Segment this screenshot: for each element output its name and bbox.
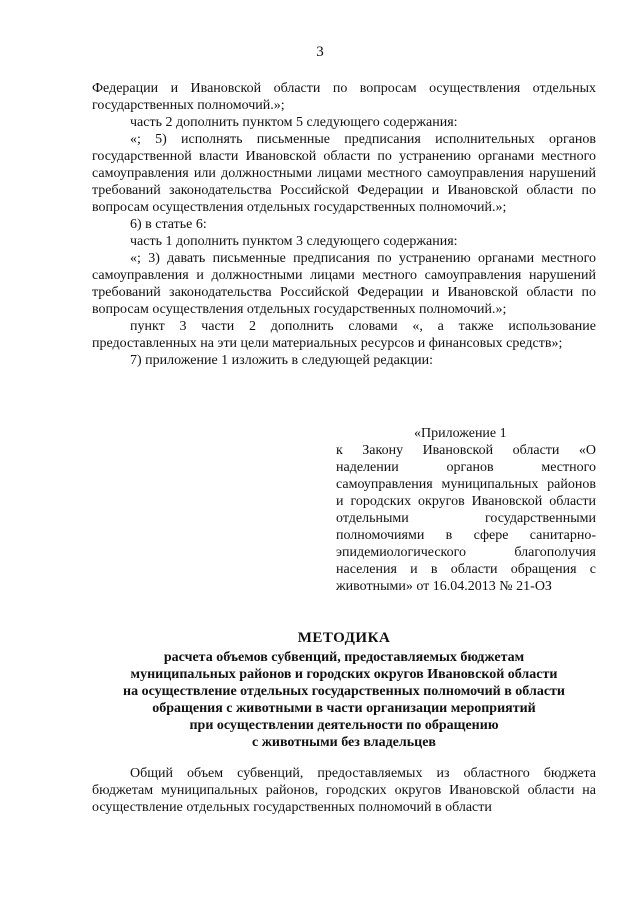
subtitle-line: расчета объемов субвенций, предоставляемых бюджетам — [163, 650, 525, 665]
paragraph-part1-add: часть 1 дополнить пунктом 3 следующего содержания: — [130, 234, 458, 249]
subtitle-line: при осуществлении деятельности по обращению — [189, 718, 499, 733]
paragraph-part2-add: часть 2 дополнить пунктом 5 следующего содержания: — [130, 115, 458, 130]
paragraph-item3: «; 3) давать письменные предписания по устранению органами местного самоуправления и должностными лицами местного самоуправления нарушений требований законодательства Российской Федерации и Ивановской области по вопросам осуществления отдельных государственных полномочий.»; — [92, 251, 596, 317]
appendix-heading: «Приложение 1 — [414, 426, 507, 441]
appendix-reference — [336, 425, 596, 595]
subtitle-line: обращения с животными в части организации мероприятий — [152, 701, 536, 716]
final-text — [92, 765, 596, 816]
paragraph-continuation: Федерации и Ивановской области по вопросам осуществления отдельных государственных полномочий.»; — [92, 81, 596, 113]
appendix-text: к Закону Ивановской области «О наделении органов местного самоуправления муниципальных районов и городских округов Ивановской области отдельными государственными полномочиями в сфере санитарно-эпидемиологического благополучия населения и в области обращения с животными» от 16.04.2013 № 21-ОЗ — [336, 443, 596, 594]
paragraph-point3: пункт 3 части 2 дополнить словами «, а также использование предоставленных на эти цели материальных ресурсов и финансовых средств»; — [92, 319, 596, 351]
paragraph-article6: 6) в статье 6: — [130, 217, 207, 232]
subtitle-line: муниципальных районов и городских округов Ивановской области — [130, 667, 558, 682]
paragraph-item5: «; 5) исполнять письменные предписания исполнительных органов государственной власти Ивановской области по устранению органами местного самоуправления или должностными лицами местного самоуправления нарушений требований законодательства Российской Федерации и Ивановской области по вопросам осуществления отдельных государственных полномочий.»; — [92, 132, 596, 215]
subtitle-line: с животными без владельцев — [252, 735, 436, 750]
body-text — [92, 80, 596, 369]
page-number: 3 — [316, 44, 324, 60]
paragraph-item7: 7) приложение 1 изложить в следующей редакции: — [130, 353, 433, 368]
title-main: МЕТОДИКА — [297, 630, 391, 646]
paragraph-subventions: Общий объем субвенций, предоставляемых из областного бюджета бюджетам муниципальных районов, городских округов Ивановской области на осуществление отдельных государственных полномочий в области — [92, 766, 596, 815]
methodology-title — [92, 630, 596, 751]
subtitle-line: на осуществление отдельных государственных полномочий в области — [123, 684, 565, 699]
